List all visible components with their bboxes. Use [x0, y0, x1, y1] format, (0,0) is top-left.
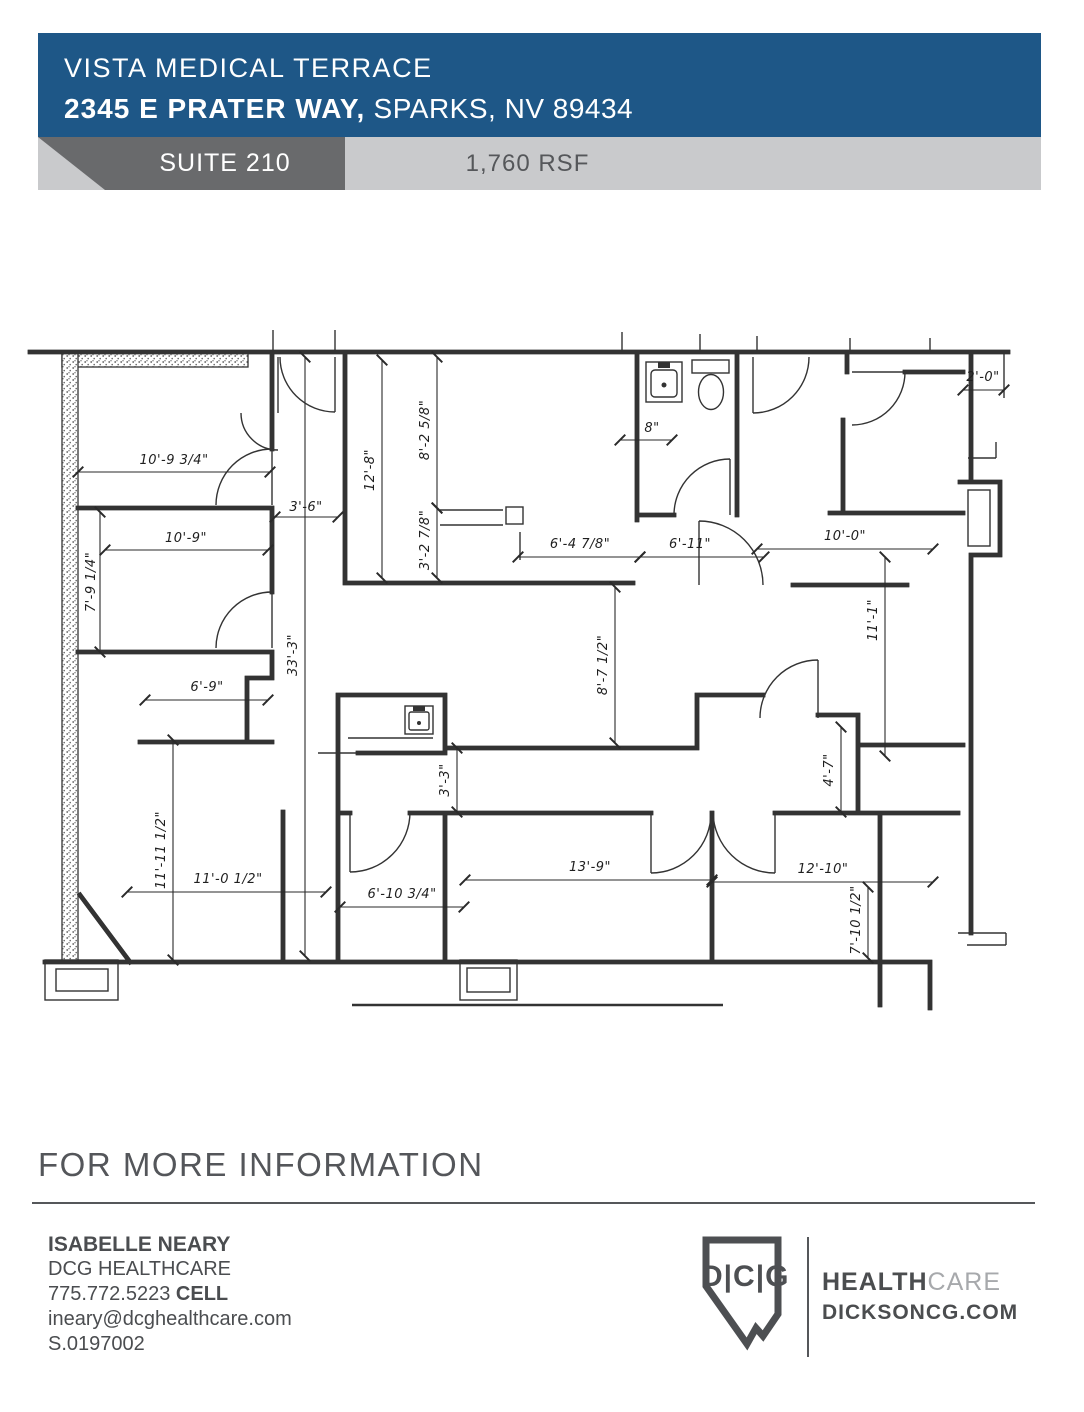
brand-name: HEALTHCARE	[822, 1268, 1001, 1296]
dim-label: 7'-9 1/4"	[84, 551, 99, 613]
dim-label: 4'-7"	[822, 753, 837, 787]
dim-label: 6'-9"	[190, 680, 224, 695]
brand-website: DICKSONCG.COM	[822, 1301, 1019, 1324]
column-marker	[506, 507, 523, 524]
dim-label: 8'-2 5/8"	[418, 399, 433, 461]
kitchen-sink-icon	[405, 706, 433, 734]
brand-block	[822, 1268, 1018, 1325]
dim-label: 6'-4 7/8"	[549, 537, 611, 552]
dim-label: 12'-8"	[363, 448, 378, 492]
suite-info-band	[38, 137, 1041, 190]
contact-block	[48, 1232, 292, 1357]
dcg-monogram: D|C|G	[701, 1260, 790, 1293]
agent-phone: 775.772.5223 CELL	[48, 1283, 229, 1305]
footer-heading: FOR MORE INFORMATION	[38, 1146, 484, 1183]
door-swings	[216, 357, 905, 873]
suite-number: SUITE 210	[159, 149, 291, 177]
dim-label: 8'-7 1/2"	[596, 634, 611, 696]
city-state-zip: SPARKS, NV 89434	[365, 93, 634, 124]
toilet-icon	[692, 360, 729, 410]
dim-label: 3'-3"	[438, 763, 453, 797]
dim-label: 10'-0"	[823, 529, 867, 544]
dim-label: 10'-9 3/4"	[139, 453, 209, 468]
address-line	[64, 93, 633, 125]
dim-label: 10'-9"	[164, 531, 208, 546]
square-footage: 1,760 RSF	[465, 150, 590, 177]
witness-lines	[273, 330, 1006, 1005]
phone-type-label: CELL	[175, 1283, 229, 1305]
dim-label: 2'-0"	[966, 370, 1000, 385]
dim-label: 13'-9"	[568, 860, 612, 875]
agent-company: DCG HEALTHCARE	[48, 1258, 231, 1280]
dim-label: 3'-6"	[289, 500, 323, 515]
dim-label: 6'-11"	[668, 537, 712, 552]
dim-label: 3'-2 7/8"	[418, 509, 433, 571]
dim-label: 8"	[644, 421, 660, 436]
floor-plan	[0, 320, 1084, 1020]
dimension-labels	[84, 370, 1000, 955]
dim-label: 12'-10"	[797, 862, 849, 877]
dim-label: 11'-1"	[866, 598, 881, 642]
agent-license: S.0197002	[48, 1333, 145, 1355]
dim-label: 33'-3"	[286, 633, 301, 677]
agent-email: ineary@dcghealthcare.com	[48, 1308, 292, 1330]
dim-label: 11'-11 1/2"	[154, 811, 169, 889]
street-address: 2345 E PRATER WAY,	[64, 93, 366, 124]
dim-label: 7'-10 1/2"	[849, 885, 864, 955]
divider-rule	[32, 1202, 1035, 1204]
dim-label: 11'-0 1/2"	[193, 872, 263, 887]
nevada-logo-icon	[702, 1234, 794, 1358]
logo-separator	[807, 1237, 809, 1357]
dim-label: 6'-10 3/4"	[367, 887, 437, 902]
agent-name: ISABELLE NEARY	[48, 1233, 231, 1256]
bathroom-sink-icon	[646, 362, 682, 402]
header-banner	[38, 33, 1041, 137]
dimension-lines	[78, 357, 1004, 960]
building-name: VISTA MEDICAL TERRACE	[64, 53, 433, 83]
